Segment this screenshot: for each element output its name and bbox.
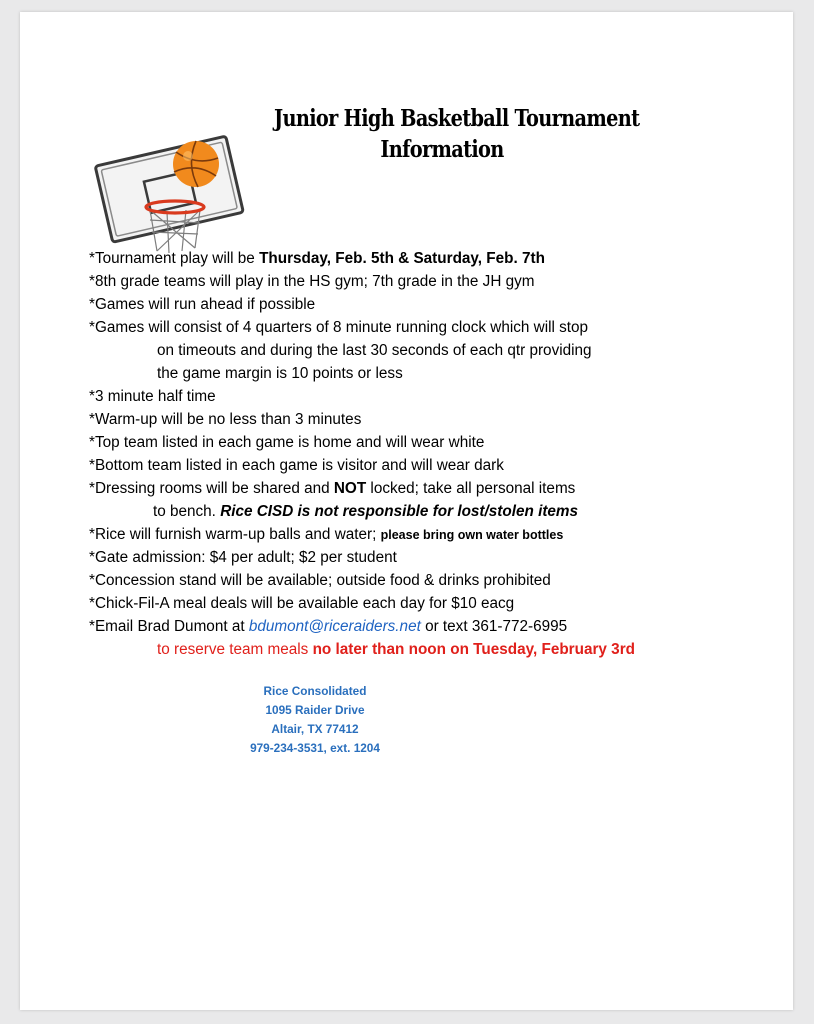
basketball-hoop-icon — [94, 128, 246, 258]
info-item-reserve-meals: to reserve team meals no later than noon on Tuesday, February 3rd — [157, 641, 635, 658]
info-item-dressing-rooms-cont: to bench. Rice CISD is not responsible for lost/stolen items — [153, 503, 579, 520]
address-block — [220, 682, 410, 758]
info-item-schedule: *Tournament play will be Thursday, Feb. 5th & Saturday, Feb. 7th — [89, 250, 545, 267]
info-item-email: *Email Brad Dumont at bdumont@riceraiders.net or text 361-772-6995 — [89, 618, 568, 635]
info-item-halftime: *3 minute half time — [89, 388, 216, 405]
info-item-quarters: *Games will consist of 4 quarters of 8 minute running clock which will stop — [89, 319, 589, 336]
info-item-run-ahead: *Games will run ahead if possible — [89, 296, 316, 313]
address-phone: 979-234-3531, ext. 1204 — [250, 741, 380, 755]
info-item-quarters-cont-2: the game margin is 10 points or less — [157, 365, 403, 382]
info-item-meal-deals: *Chick-Fil-A meal deals will be available each day for $10 eacg — [89, 595, 515, 612]
info-item-warmup: *Warm-up will be no less than 3 minutes — [89, 411, 362, 428]
address-name: Rice Consolidated — [263, 684, 367, 698]
title-line-2: Information — [380, 136, 504, 163]
address-city: Altair, TX 77412 — [271, 722, 359, 736]
info-item-gyms: *8th grade teams will play in the HS gym; 7th grade in the JH gym — [89, 273, 535, 290]
info-item-visitor-team: *Bottom team listed in each game is visitor and will wear dark — [89, 457, 504, 474]
info-item-warmup-balls: *Rice will furnish warm-up balls and water; please bring own water bottles — [89, 526, 564, 543]
title-line-1: Junior High Basketball Tournament — [274, 105, 640, 132]
info-item-gate-admission: *Gate admission: $4 per adult; $2 per student — [89, 549, 397, 566]
address-street: 1095 Raider Drive — [265, 703, 365, 717]
info-item-quarters-cont-1: on timeouts and during the last 30 seconds of each qtr providing — [157, 342, 592, 359]
info-list — [89, 247, 779, 661]
info-item-concession: *Concession stand will be available; outside food & drinks prohibited — [89, 572, 551, 589]
info-item-home-team: *Top team listed in each game is home and will wear white — [89, 434, 485, 451]
document-page — [20, 12, 793, 1010]
info-item-dressing-rooms: *Dressing rooms will be shared and NOT locked; take all personal items — [89, 480, 576, 497]
page-title — [274, 103, 640, 165]
email-link[interactable]: bdumont@riceraiders.net — [248, 618, 421, 635]
